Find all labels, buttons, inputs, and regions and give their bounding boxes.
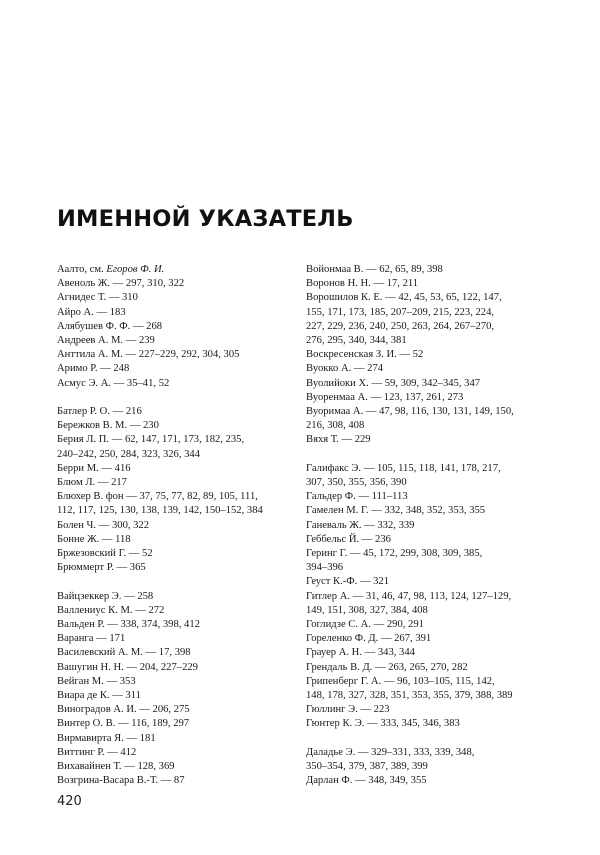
index-entry (57, 362, 295, 376)
index-entry-line: Бережков В. М. — 230 (57, 420, 159, 432)
index-entry-line: Гореленко Ф. Д. — 267, 391 (306, 633, 432, 645)
index-entry (57, 618, 295, 632)
index-entry-line: Виара де К. — 311 (57, 690, 141, 702)
index-entry-line: Вяхя Т. — 229 (306, 434, 371, 446)
index-entry-line: Агнидес Т. — 310 (57, 292, 138, 304)
index-entry-line: Возгрина-Васара В.-Т. — 87 (57, 775, 185, 787)
index-entry-line: Василевский А. М. — 17, 398 (57, 647, 191, 659)
index-entry (57, 306, 295, 320)
index-entry-line: Вальден Р. — 338, 374, 398, 412 (57, 619, 200, 631)
index-entry-line: Андреев А. М. — 239 (57, 335, 155, 347)
index-entry (306, 646, 551, 660)
index-entry (57, 348, 295, 362)
index-entry (57, 689, 295, 703)
index-entry (57, 732, 295, 746)
index-entry (57, 263, 295, 277)
index-entry-line: 307, 350, 355, 356, 390 (306, 477, 407, 489)
index-entry (57, 377, 295, 391)
index-entry (306, 504, 551, 518)
index-entry (306, 590, 551, 618)
index-entry-line: Берри М. — 416 (57, 462, 131, 474)
index-entry (57, 334, 295, 348)
index-entry (306, 533, 551, 547)
index-entry-line: Вайцзеккер Э. — 258 (57, 590, 154, 602)
index-entry (57, 277, 295, 291)
index-entry (57, 590, 295, 604)
index-entry-line: Анттила А. М. — 227–229, 292, 304, 305 (57, 349, 240, 361)
index-entry (306, 377, 551, 391)
index-entry (57, 419, 295, 433)
index-entry-line: Гальдер Ф. — 111–113 (306, 491, 408, 503)
index-entry (57, 519, 295, 533)
index-entry (57, 717, 295, 731)
index-entry (306, 490, 551, 504)
index-column-right (306, 263, 551, 788)
index-entry-line: Авеноль Ж. — 297, 310, 322 (57, 278, 185, 290)
index-entry-line: Воскресенская З. И. — 52 (306, 349, 424, 361)
index-entry-line: Вуолийоки Х. — 59, 309, 342–345, 347 (306, 377, 481, 389)
index-entry-line: Виноградов А. И. — 206, 275 (57, 704, 190, 716)
index-entry-line: Винтер О. В. — 116, 189, 297 (57, 718, 190, 730)
index-column-left (57, 263, 295, 788)
index-entry-line: Дарлан Ф. — 348, 349, 355 (306, 775, 427, 787)
page-number: 420 (57, 794, 82, 809)
index-entry (57, 746, 295, 760)
index-entry-line: Бржезовский Г. — 52 (57, 548, 153, 560)
index-entry-line: 394–396 (306, 562, 344, 574)
index-entry-line: Бонне Ж. — 118 (57, 533, 131, 545)
index-entry (306, 675, 551, 703)
index-entry-line: Болен Ч. — 300, 322 (57, 519, 150, 531)
index-entry (57, 675, 295, 689)
index-entry (57, 774, 295, 788)
index-entry-line: Воронов Н. Н. — 17, 211 (306, 278, 419, 290)
index-entry-line: 112, 117, 125, 130, 138, 139, 142, 150–152, 384 (57, 505, 263, 517)
index-entry (306, 519, 551, 533)
index-entry (306, 348, 551, 362)
index-entry (57, 405, 295, 419)
index-entry-line: Вуоренмаа А. — 123, 137, 261, 273 (306, 391, 464, 403)
index-entry-line: Грауер А. Н. — 343, 344 (306, 647, 415, 659)
index-entry (306, 277, 551, 291)
index-entry (306, 291, 551, 348)
index-entry (57, 490, 295, 518)
index-entry (57, 703, 295, 717)
index-entry (306, 632, 551, 646)
index-entry-line: Виттинг Р. — 412 (57, 746, 137, 758)
index-entry-line: 276, 295, 340, 344, 381 (306, 335, 407, 347)
index-entry-line: Вейган М. — 353 (57, 675, 136, 687)
index-entry (306, 746, 551, 774)
index-entry-line: Грендаль В. Д. — 263, 265, 270, 282 (306, 661, 468, 673)
index-entry-line: Гюнтер К. Э. — 333, 345, 346, 383 (306, 718, 460, 730)
index-entry-line: Аримо Р. — 248 (57, 363, 130, 375)
index-entry (306, 362, 551, 376)
index-entry-line: Алябушев Ф. Ф. — 268 (57, 320, 163, 332)
index-entry (306, 433, 551, 447)
index-entry-line: Геббельс Й. — 236 (306, 533, 391, 545)
index-entry-line: 155, 171, 173, 185, 207–209, 215, 223, 224, (306, 306, 495, 318)
index-entry-line: Вуокко А. — 274 (306, 363, 384, 375)
index-entry (57, 533, 295, 547)
index-entry-line: Гамелен М. Г. — 332, 348, 352, 353, 355 (306, 505, 486, 517)
index-entry-line: Батлер Р. О. — 216 (57, 406, 142, 418)
index-entry-line: Берия Л. П. — 62, 147, 171, 173, 182, 235, (57, 434, 245, 446)
index-entry (57, 433, 295, 461)
index-entry-line: 149, 151, 308, 327, 384, 408 (306, 604, 428, 616)
index-entry (57, 760, 295, 774)
index-entry (306, 405, 551, 433)
index-entry-line: Галифакс Э. — 105, 115, 118, 141, 178, 217, (306, 462, 501, 474)
index-entry (306, 575, 551, 589)
index-entry (306, 717, 551, 731)
index-entry-line: Вашугин Н. Н. — 204, 227–229 (57, 661, 198, 673)
index-entry-line: Войонмаа В. — 62, 65, 89, 398 (306, 264, 443, 275)
index-entry-line: Гоглидзе С. А. — 290, 291 (306, 619, 424, 631)
index-entry (57, 462, 295, 476)
index-entry-line: Блюхер В. фон — 37, 75, 77, 82, 89, 105, 111, (57, 491, 258, 503)
index-entry (57, 476, 295, 490)
index-entry (306, 661, 551, 675)
index-entry (57, 632, 295, 646)
index-entry (57, 646, 295, 660)
index-entry (306, 391, 551, 405)
index-entry-line: Ворошилов К. Е. — 42, 45, 53, 65, 122, 147, (306, 292, 502, 304)
index-entry-line: 227, 229, 236, 240, 250, 263, 264, 267–270, (306, 320, 495, 332)
index-entry (306, 462, 551, 490)
index-entry (306, 263, 551, 277)
index-entry-line: Блюм Л. — 217 (57, 477, 127, 489)
index-entry-line: Даладье Э. — 329–331, 333, 339, 348, (306, 746, 475, 758)
index-entry (57, 320, 295, 334)
index-entry-line: Ганеваль Ж. — 332, 339 (306, 519, 415, 531)
index-entry-line: 240–242, 250, 284, 323, 326, 344 (57, 448, 201, 460)
page-title: ИМЕННОЙ УКАЗАТЕЛЬ (57, 206, 354, 232)
index-entry (306, 774, 551, 788)
index-entry-line: 148, 178, 327, 328, 351, 353, 355, 379, 388, 389 (306, 690, 513, 702)
index-entry (306, 703, 551, 717)
index-entry-line: Геуст К.-Ф. — 321 (306, 576, 390, 588)
index-entry-line: Гитлер А. — 31, 46, 47, 98, 113, 124, 127–129, (306, 590, 512, 602)
index-entry-line: Аалто, см. Егоров Ф. И. (57, 264, 165, 275)
index-entry-line: Вуоримаа А. — 47, 98, 116, 130, 131, 149, 150, (306, 406, 514, 418)
index-entry (306, 547, 551, 575)
index-entry-line: Вихавайнен Т. — 128, 369 (57, 761, 175, 773)
index-entry-line: 350–354, 379, 387, 389, 399 (306, 761, 428, 773)
index-entry (57, 561, 295, 575)
index-entry-line: Валлениус К. М. — 272 (57, 604, 165, 616)
index-entry-line: Асмус Э. А. — 35–41, 52 (57, 377, 170, 389)
index-entry-line: Айро А. — 183 (57, 306, 126, 318)
index-entry-line: Геринг Г. — 45, 172, 299, 308, 309, 385, (306, 548, 483, 560)
index-entry-line: Вирмавирта Я. — 181 (57, 732, 156, 744)
index-entry-line: 216, 308, 408 (306, 420, 365, 432)
index-entry-reference: Егоров Ф. И. (106, 264, 165, 275)
index-entry (57, 547, 295, 561)
index-entry-line: Брюммерт Р. — 365 (57, 562, 146, 574)
index-entry-line: Грипенберг Г. А. — 96, 103–105, 115, 142, (306, 675, 495, 687)
index-entry-line: Гюллинг Э. — 223 (306, 704, 390, 716)
index-entry (57, 661, 295, 675)
index-entry (57, 604, 295, 618)
index-entry (306, 618, 551, 632)
index-entry-line: Варанга — 171 (57, 633, 126, 645)
index-entry (57, 291, 295, 305)
